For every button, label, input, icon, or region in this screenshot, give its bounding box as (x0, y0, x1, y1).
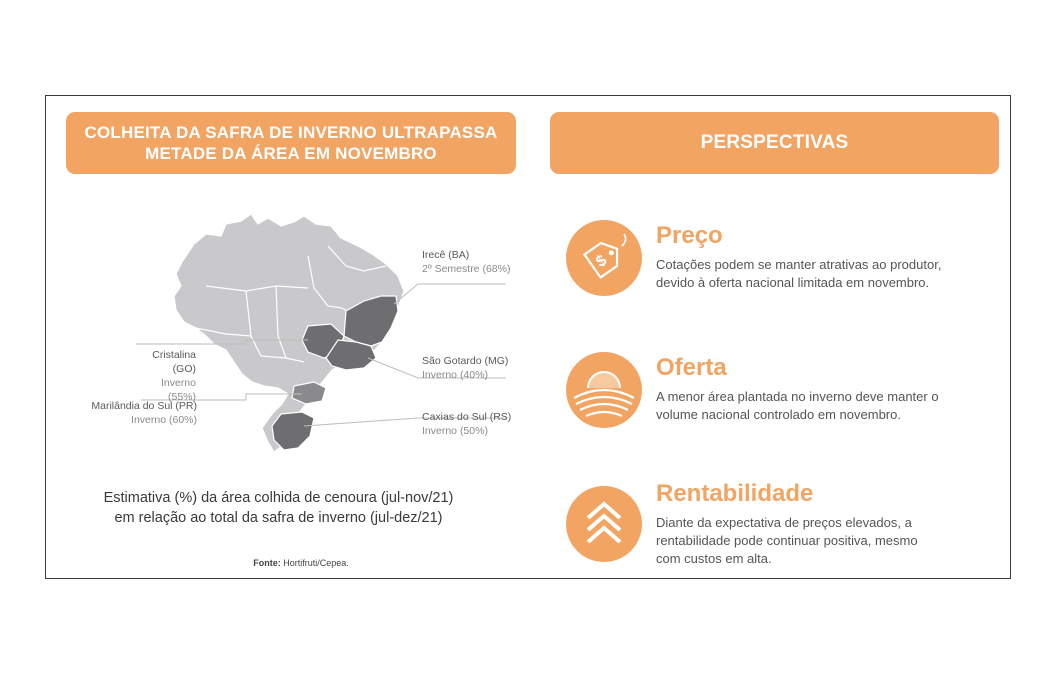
item-rentabilidade-desc: Diante da expectativa de preços elevados, a rentabilidade pode continuar positiva, mesmo com custos em alta. (656, 515, 918, 566)
field-sun-icon (566, 352, 642, 428)
chevrons-up-icon (566, 486, 642, 562)
item-preco-title: Preço (656, 222, 723, 249)
item-rentabilidade-title: Rentabilidade (656, 480, 814, 507)
left-title-line1: COLHEITA DA SAFRA DE INVERNO ULTRAPASSA (84, 123, 498, 142)
map-label-cristalina: Cristalina (GO) Inverno (55%) (152, 349, 196, 403)
right-title-banner (550, 112, 999, 174)
perspectivas-title: PERSPECTIVAS (700, 132, 849, 153)
item-preco-desc: Cotações podem se manter atrativas ao produtor, devido à oferta nacional limitada em novembro. (656, 257, 942, 290)
infographic-frame (45, 95, 1011, 579)
left-title-line2: METADE DA ÁREA EM NOVEMBRO (145, 144, 437, 163)
map-label-sao-gotardo: São Gotardo (MG) Inverno (40%) (422, 355, 509, 381)
map-label-irece: Irecê (BA) 2º Semestre (68%) (422, 249, 511, 275)
rio-grande-do-sul-region (272, 412, 314, 450)
parana-region (292, 382, 326, 404)
source-note: Fonte: Hortifruti/Cepea. (253, 558, 349, 568)
map-caption: Estimativa (%) da área colhida de cenoura (jul-nov/21) em relação ao total da safra de inverno (jul-dez/21) (103, 490, 454, 526)
svg-text:$: $ (593, 252, 611, 272)
map-label-marilandia: Marilândia do Sul (PR) Inverno (60%) (91, 400, 197, 426)
map-label-caxias: Caxias do Sul (RS) Inverno (50%) (422, 411, 512, 437)
item-oferta-title: Oferta (656, 354, 727, 381)
item-oferta-desc: A menor área plantada no inverno deve manter o volume nacional controlado em novembro. (656, 389, 939, 422)
price-tag-icon (566, 220, 642, 296)
